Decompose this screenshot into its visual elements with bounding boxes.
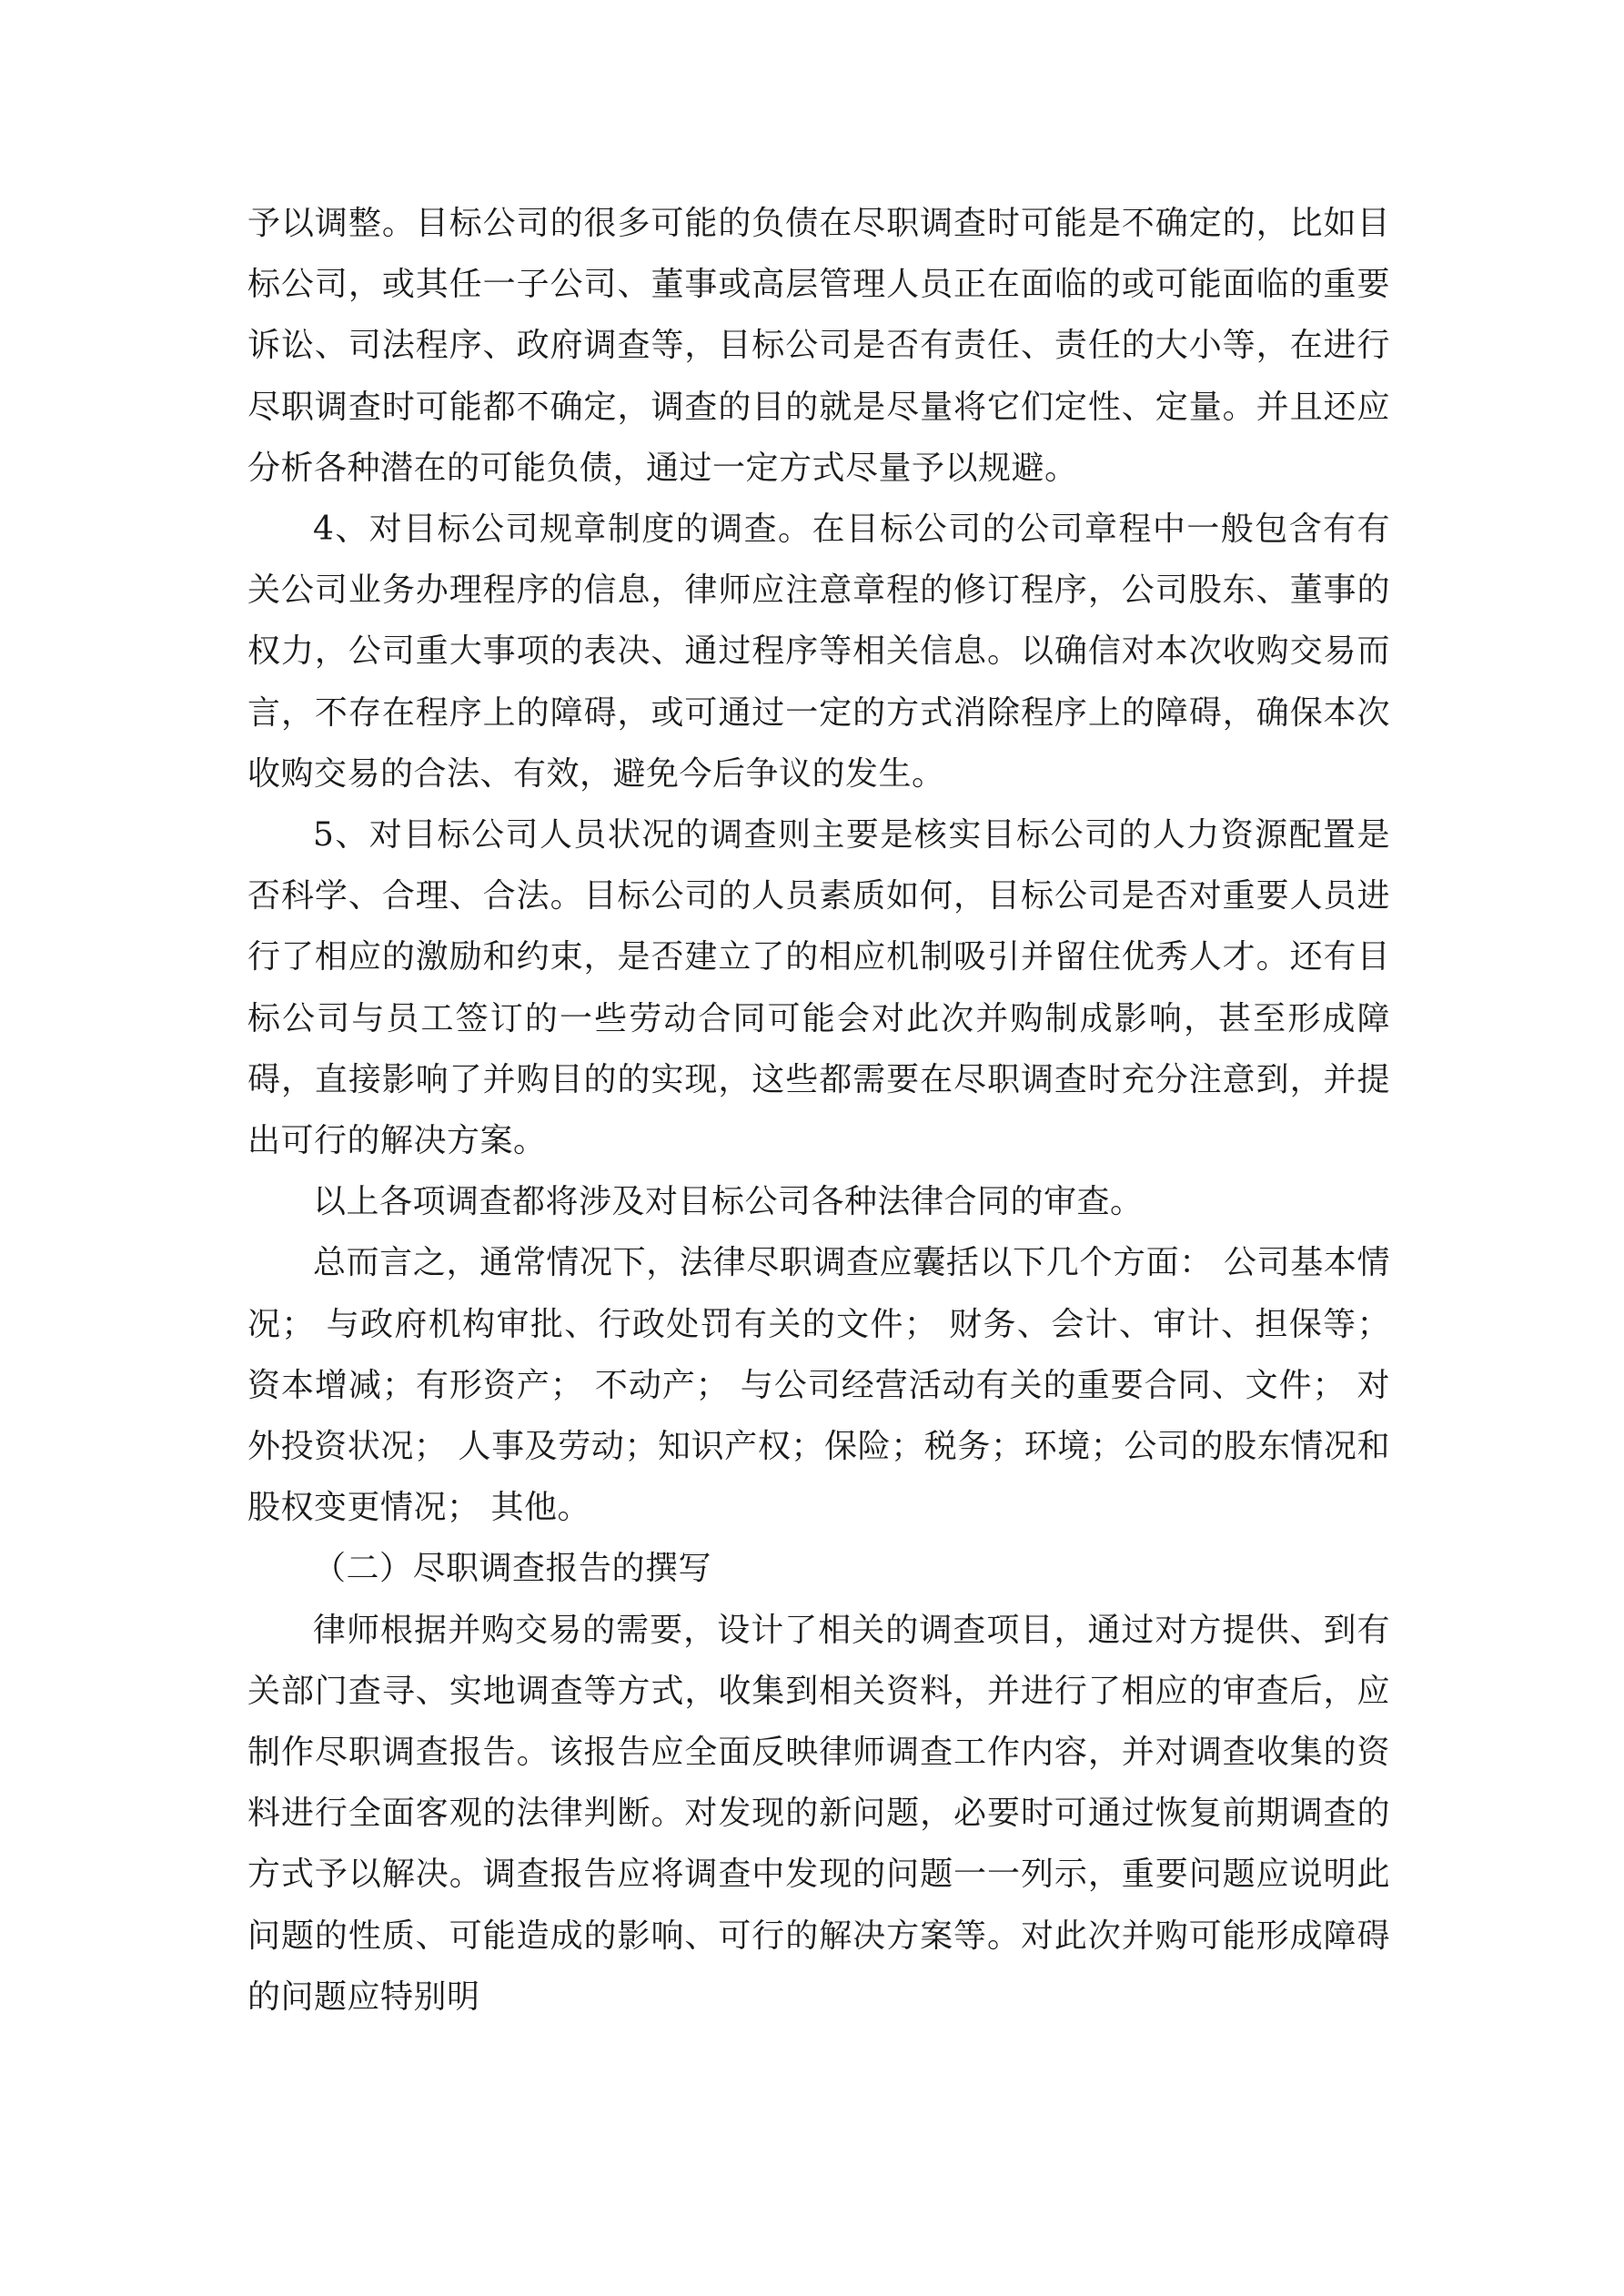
paragraph-personnel-investigation: 5、对目标公司人员状况的调查则主要是核实目标公司的人力资源配置是否科学、合理、合法。目标公司的人员素质如何，目标公司是否对重要人员进行了相应的激励和约束，是否建立了的相应机制吸引并留住优秀人才。还有目标公司与员工签订的一些劳动合同可能会对此次并购制成影响，甚至形成障碍，直接影响了并购目的的实现，这些都需要在尽职调查时充分注意到，并提出可行的解决方案。	[247, 816, 1390, 1160]
paragraph-bylaws-investigation: 4、对目标公司规章制度的调查。在目标公司的公司章程中一般包含有有关公司业务办理程序的信息，律师应注意章程的修订程序，公司股东、董事的权力，公司重大事项的表决、通过程序等相关信息。以确信对本次收购交易而言，不存在程序上的障碍，或可通过一定的方式消除程序上的障碍，确保本次收购交易的合法、有效，避免今后争议的发生。	[247, 511, 1390, 793]
paragraph-liabilities-continued: 予以调整。目标公司的很多可能的负债在尽职调查时可能是不确定的，比如目标公司，或其任一子公司、董事或高层管理人员正在面临的或可能面临的重要诉讼、司法程序、政府调查等，目标公司是否有责任、责任的大小等，在进行尽职调查时可能都不确定，调查的目的就是尽量将它们定性、定量。并且还应分析各种潜在的可能负债，通过一定方式尽量予以规避。	[247, 205, 1390, 487]
document-body	[247, 193, 1390, 2028]
paragraph-report-writing: 律师根据并购交易的需要，设计了相关的调查项目，通过对方提供、到有关部门查寻、实地调查等方式，收集到相关资料，并进行了相应的审查后，应制作尽职调查报告。该报告应全面反映律师调查工作内容，并对调查收集的资料进行全面客观的法律判断。对发现的新问题，必要时可通过恢复前期调查的方式予以解决。调查报告应将调查中发现的问题一一列示，重要问题应说明此问题的性质、可能造成的影响、可行的解决方案等。对此次并购可能形成障碍的问题应特别明	[247, 1611, 1390, 2016]
section-heading-report-writing: （二）尽职调查报告的撰写	[313, 1550, 712, 1588]
paragraph-due-diligence-scope: 总而言之，通常情况下，法律尽职调查应囊括以下几个方面： 公司基本情况； 与政府机构审批、行政处罚有关的文件； 财务、会计、审计、担保等； 资本增减；有形资产； 不动产； 与公司经营活动有关的重要合同、文件； 对外投资状况； 人事及劳动；知识产权；保险；税务；环境；公司的股东情况和股权变更情况； 其他。	[247, 1244, 1390, 1527]
paragraph-contract-review: 以上各项调查都将涉及对目标公司各种法律合同的审查。	[313, 1183, 1144, 1221]
